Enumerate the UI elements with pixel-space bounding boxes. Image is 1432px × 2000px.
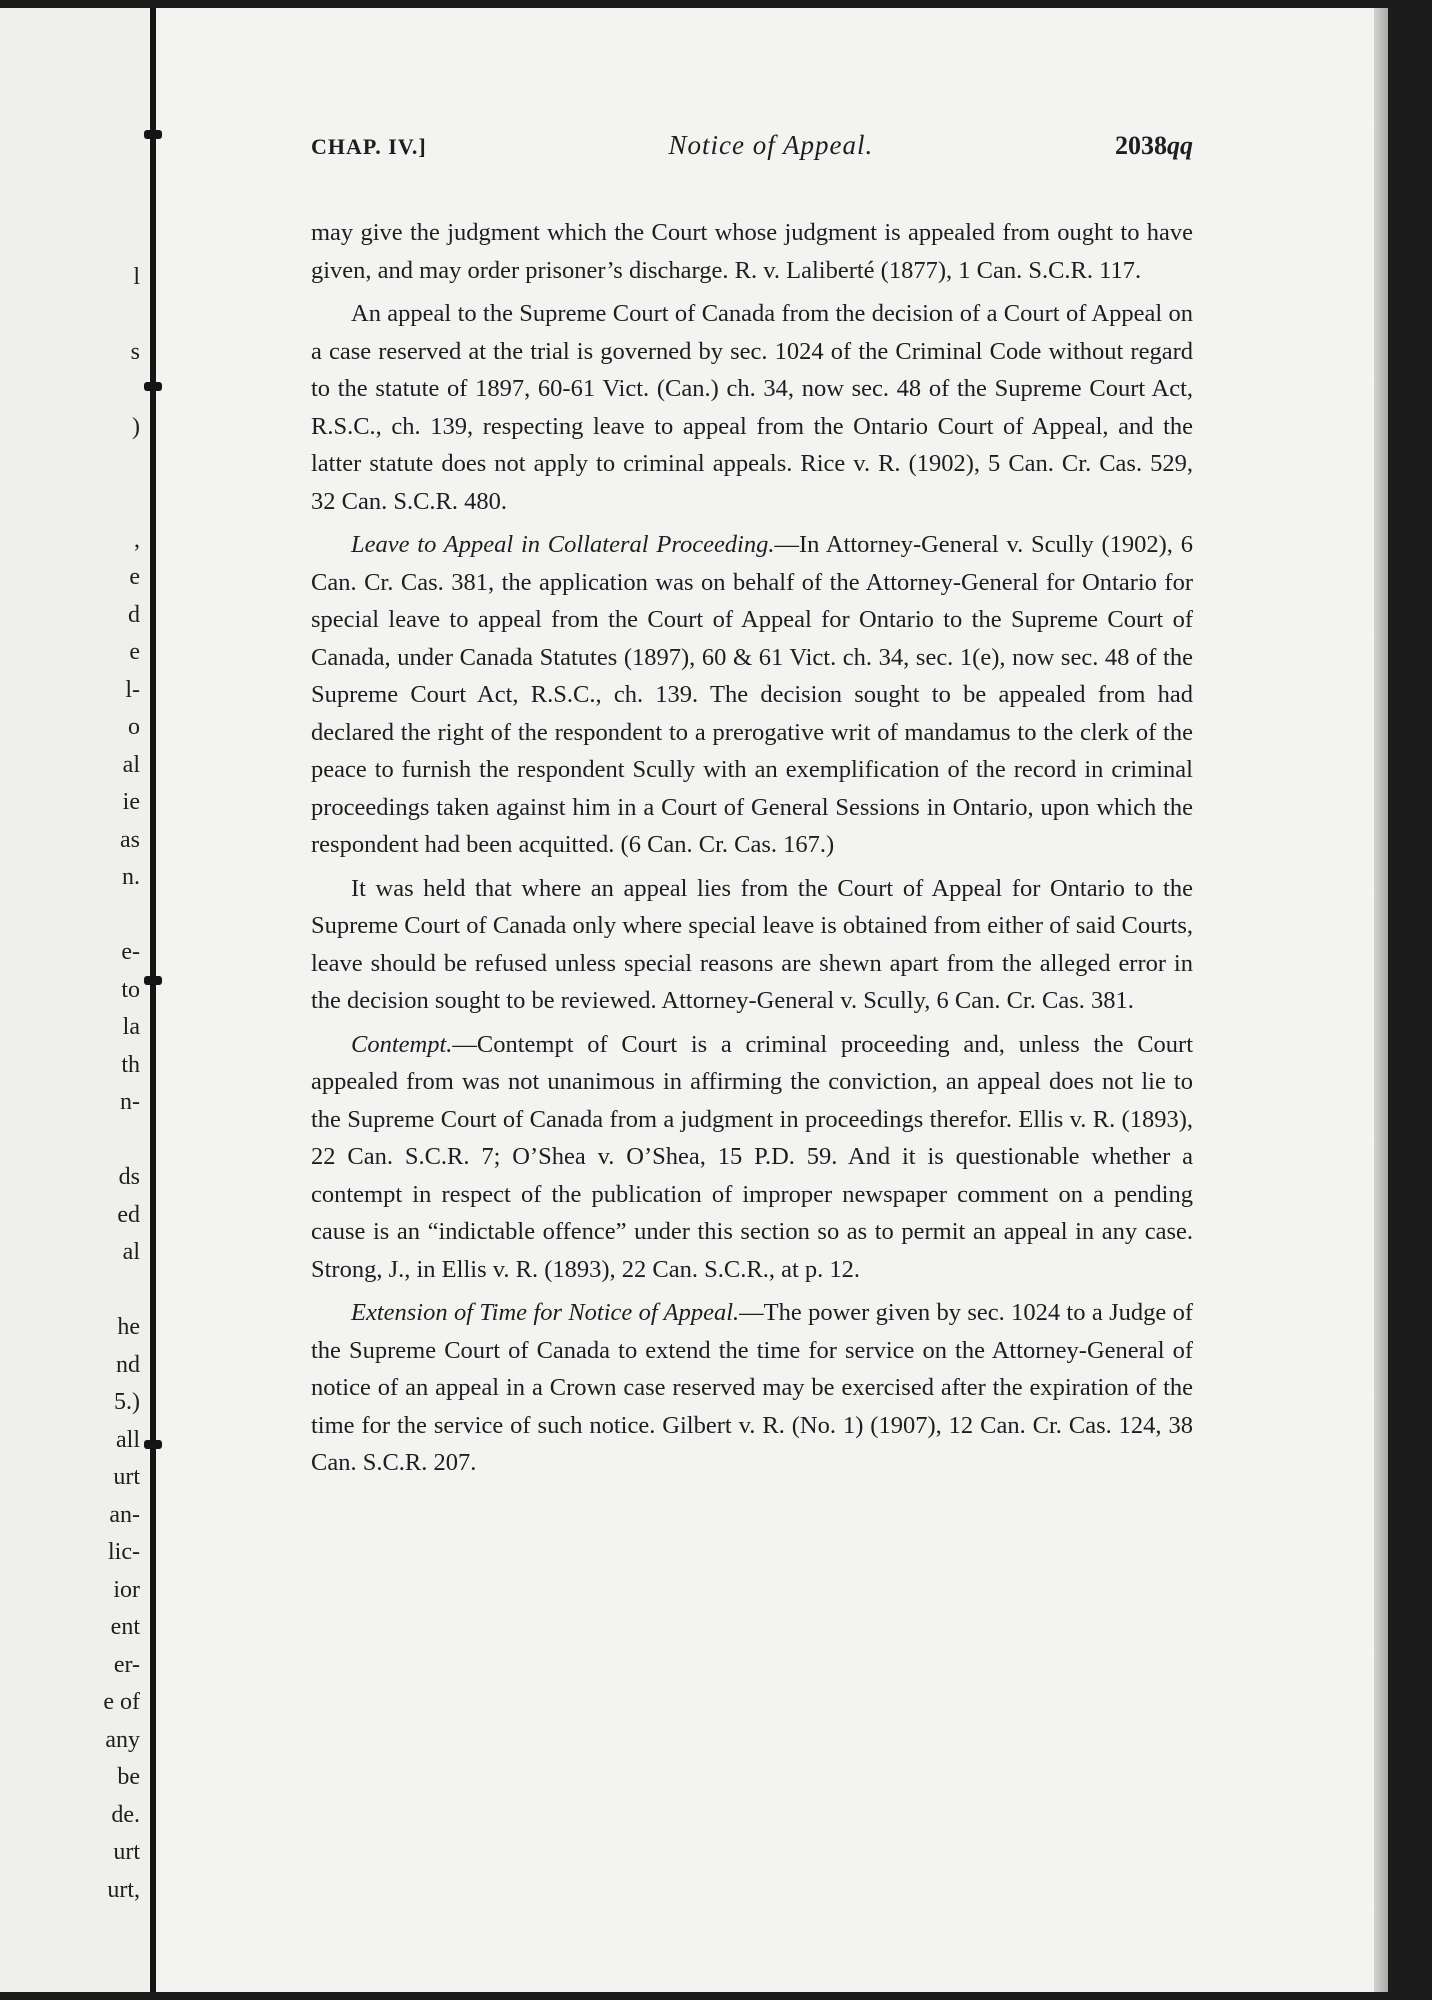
paragraph-collateral-proceeding <box>311 526 1193 864</box>
previous-page-fragment: ) <box>132 414 140 440</box>
previous-page-text-fragments <box>0 184 140 1909</box>
text-column <box>311 130 1193 1488</box>
previous-page-fragment <box>0 447 140 485</box>
previous-page-fragment: s <box>130 339 140 365</box>
paragraph-contempt <box>311 1026 1193 1289</box>
previous-page-fragment: urt <box>113 1839 140 1865</box>
previous-page-fragment: , <box>134 526 140 553</box>
section-lead-heading: Leave to Appeal in Collateral Proceeding. <box>351 531 775 558</box>
previous-page-fragment: ed <box>117 1201 140 1228</box>
previous-page-fragment: urt, <box>107 1876 140 1903</box>
previous-page-fragment: o <box>128 714 140 740</box>
previous-page-fragment: al <box>122 1239 140 1265</box>
paragraph-continuation <box>311 214 1193 289</box>
previous-page-fragment: lic- <box>108 1539 140 1565</box>
previous-page-fragment: e- <box>121 939 140 965</box>
previous-page-fragment: ie <box>122 789 140 815</box>
paragraph-text: —The power given by sec. 1024 to a Judge of the Supreme Court of Canada to extend the time for service on the Attorney-General of notice of an appeal in a Crown case reserved may be exercised after the expiration of the time for the service of such notice. Gilbert v. R. (No. 1) (1907), 12 Can. Cr. Cas. 124, 38 Can. S.C.R. 207. <box>311 1299 1194 1476</box>
paragraph-text: may give the judgment which the Court whose judgment is appealed from ought to have given, and may order prisoner’s discharge. R. v. Laliberté (1877), 1 Can. S.C.R. 117. <box>311 219 1193 284</box>
previous-page-fragment: all <box>116 1426 140 1453</box>
binding-margin-line <box>150 8 156 1992</box>
page-edge <box>1374 8 1388 1992</box>
previous-page-fragment: l- <box>125 676 140 703</box>
previous-page-fragment: nd <box>116 1351 140 1378</box>
paragraph-text: —Contempt of Court is a criminal proceeding and, unless the Court appealed from was not unanimous in affirming the conviction, an appeal does not lie to the Supreme Court of Canada from a judgment in proceedings therefor. Ellis v. R. (1893), 22 Can. S.C.R. 7; O’Shea v. O’Shea, 15 P.D. 59. And it is questionable whether a contempt in respect of the publication of improper newspaper comment on a pending cause is an “indictable offence” under this section so as to permit an appeal in any case. Strong, J., in Ellis v. R. (1893), 22 Can. S.C.R., at p. 12. <box>311 1030 1193 1283</box>
running-title: Notice of Appeal. <box>668 130 874 160</box>
previous-page-fragment <box>0 1272 140 1310</box>
previous-page-fragment: er- <box>113 1651 140 1678</box>
previous-page-fragment <box>0 184 140 222</box>
previous-page-fragment <box>0 222 140 260</box>
binding-tick-mark <box>144 976 162 985</box>
previous-page-fragment: urt <box>113 1464 140 1490</box>
chapter-label: CHAP. IV.] <box>311 134 427 159</box>
previous-page-fragment <box>0 297 140 335</box>
previous-page-fragment: n. <box>122 864 140 890</box>
running-header <box>311 130 1193 174</box>
binding-tick-mark <box>144 1440 162 1449</box>
previous-page-fragment: d <box>128 601 140 628</box>
previous-page-fragment <box>0 897 140 935</box>
previous-page-fragment: th <box>121 1051 140 1078</box>
previous-page-fragment: e <box>129 564 140 590</box>
paragraph-rice-v-r <box>311 295 1193 520</box>
page-number <box>1115 131 1193 161</box>
previous-page-fragment: l <box>133 264 140 290</box>
previous-page-fragment: be <box>117 1764 140 1790</box>
page-number-digits: 2038 <box>1114 131 1167 160</box>
previous-page-fragment <box>0 1122 140 1160</box>
section-lead-heading: Extension of Time for Notice of Appeal. <box>351 1299 740 1326</box>
previous-page-fragment: to <box>121 976 140 1003</box>
previous-page-fragment: e of <box>103 1689 140 1715</box>
previous-page-fragment: ior <box>113 1576 140 1603</box>
paragraph-text: —In Attorney-General v. Scully (1902), 6 Can. Cr. Cas. 381, the application was on behalf of the Attorney-General for Ontario for special leave to appeal from the Court of Appeal for Ontario to the Supreme Court of Canada, under Canada Statutes (1897), 60 & 61 Vict. ch. 34, sec. 1(e), now sec. 48 of the Supreme Court Act, R.S.C., ch. 139. The decision sought to be appealed from had declared the right of the respondent to a prerogative writ of mandamus to the clerk of the peace to furnish the respondent Scully with an exemplification of the record in criminal proceedings taken against him in a Court of General Sessions in Ontario, upon which the respondent had been acquitted. (6 Can. Cr. Cas. 167.) <box>311 531 1193 858</box>
previous-page-fragment: al <box>122 751 140 778</box>
section-lead-heading: Contempt. <box>351 1030 453 1058</box>
binding-tick-mark <box>144 382 162 391</box>
paragraph-text: An appeal to the Supreme Court of Canada from the decision of a Court of Appeal on a case reserved at the trial is governed by sec. 1024 of the Criminal Code without regard to the statute of 1897, 60-61 Vict. (Can.) ch. 34, now sec. 48 of the Supreme Court Act, R.S.C., ch. 139, respecting leave to appeal from the Ontario Court of Appeal, and the latter statute does not apply to criminal appeals. Rice v. R. (1902), 5 Can. Cr. Cas. 529, 32 Can. S.C.R. 480. <box>311 300 1193 515</box>
previous-page-fragment: ds <box>118 1164 140 1190</box>
paragraph-scully-held <box>311 870 1193 1020</box>
previous-page-fragment: la <box>122 1014 140 1040</box>
binding-tick-mark <box>144 130 162 139</box>
previous-page-fragment: as <box>120 826 140 853</box>
page-number-suffix: qq <box>1166 131 1193 160</box>
previous-page-fragment: he <box>117 1314 140 1340</box>
scanned-page <box>0 8 1388 1992</box>
previous-page-fragment <box>0 484 140 522</box>
previous-page-fragment: e <box>129 639 140 665</box>
previous-page-fragment: any <box>105 1726 140 1753</box>
previous-page-fragment: ent <box>110 1614 140 1640</box>
previous-page-fragment <box>0 372 140 410</box>
paragraph-extension-of-time <box>311 1294 1193 1482</box>
previous-page-fragment: n- <box>120 1089 140 1115</box>
previous-page-fragment: de. <box>111 1801 140 1828</box>
previous-page-fragment: 5.) <box>114 1389 140 1415</box>
paragraph-text: It was held that where an appeal lies from the Court of Appeal for Ontario to the Supreme Court of Canada only where special leave is obtained from either of said Courts, leave should be refused unless special reasons are shewn apart from the alleged error in the decision sought to be reviewed. Attorney-General v. Scully, 6 Can. Cr. Cas. 381. <box>311 874 1193 1014</box>
previous-page-fragment: an- <box>109 1501 140 1528</box>
